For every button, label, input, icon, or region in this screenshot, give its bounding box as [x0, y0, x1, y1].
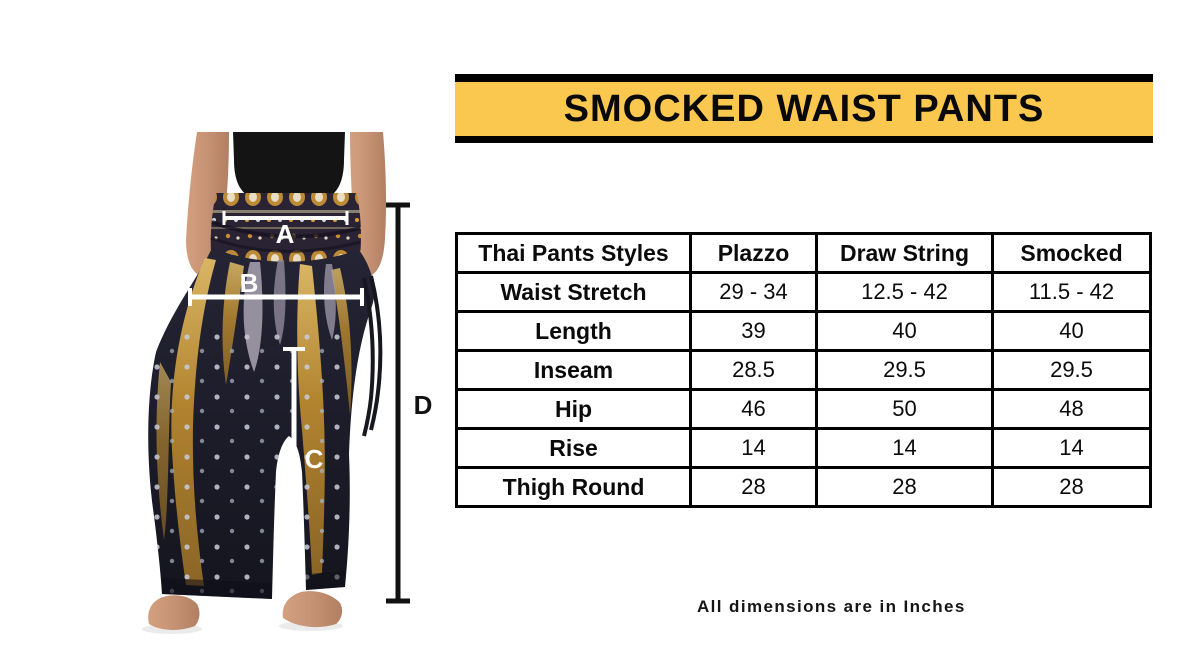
measure-label-b: B — [239, 268, 259, 298]
cell-value: 14 — [993, 429, 1151, 468]
measure-label-a: A — [275, 219, 295, 249]
dimensions-footnote: All dimensions are in Inches — [697, 597, 966, 616]
product-photo — [0, 0, 460, 670]
left-foot — [148, 595, 199, 630]
measure-label-c: C — [304, 444, 324, 474]
row-label: Inseam — [457, 351, 691, 390]
row-label: Waist Stretch — [457, 273, 691, 312]
cell-value: 14 — [817, 429, 993, 468]
cell-value: 48 — [993, 390, 1151, 429]
page-title: SMOCKED WAIST PANTS — [563, 87, 1045, 130]
table-row-rise — [457, 429, 1151, 468]
col-header-plazzo: Plazzo — [691, 234, 817, 273]
table-row-length — [457, 312, 1151, 351]
cell-value: 12.5 - 42 — [817, 273, 993, 312]
col-header-smocked: Smocked — [993, 234, 1151, 273]
table-row-inseam — [457, 351, 1151, 390]
row-label: Thigh Round — [457, 468, 691, 507]
banner-body — [455, 82, 1153, 136]
measure-line-d — [386, 205, 410, 601]
table-row-hip — [457, 390, 1151, 429]
banner-top-bar — [455, 74, 1153, 82]
table-row-thigh-round — [457, 468, 1151, 507]
cell-value: 28 — [817, 468, 993, 507]
table-row-waist-stretch — [457, 273, 1151, 312]
cell-value: 39 — [691, 312, 817, 351]
cell-value: 46 — [691, 390, 817, 429]
right-foot — [283, 591, 342, 627]
col-header-draw-string: Draw String — [817, 234, 993, 273]
cell-value: 28 — [691, 468, 817, 507]
row-label: Length — [457, 312, 691, 351]
title-banner — [455, 74, 1153, 143]
cell-value: 11.5 - 42 — [993, 273, 1151, 312]
harem-pants — [146, 193, 380, 600]
cell-value: 28.5 — [691, 351, 817, 390]
cell-value: 14 — [691, 429, 817, 468]
table-header-row — [457, 234, 1151, 273]
row-label: Rise — [457, 429, 691, 468]
cell-value: 50 — [817, 390, 993, 429]
banner-bottom-bar — [455, 136, 1153, 143]
cell-value: 28 — [993, 468, 1151, 507]
size-chart-table — [455, 232, 1152, 508]
row-label: Hip — [457, 390, 691, 429]
cell-value: 29 - 34 — [691, 273, 817, 312]
cell-value: 40 — [993, 312, 1151, 351]
measure-label-d: D — [413, 390, 433, 420]
col-header-styles: Thai Pants Styles — [457, 234, 691, 273]
cell-value: 40 — [817, 312, 993, 351]
cell-value: 29.5 — [817, 351, 993, 390]
right-cuff — [306, 571, 345, 590]
tank-top — [233, 132, 345, 197]
cell-value: 29.5 — [993, 351, 1151, 390]
